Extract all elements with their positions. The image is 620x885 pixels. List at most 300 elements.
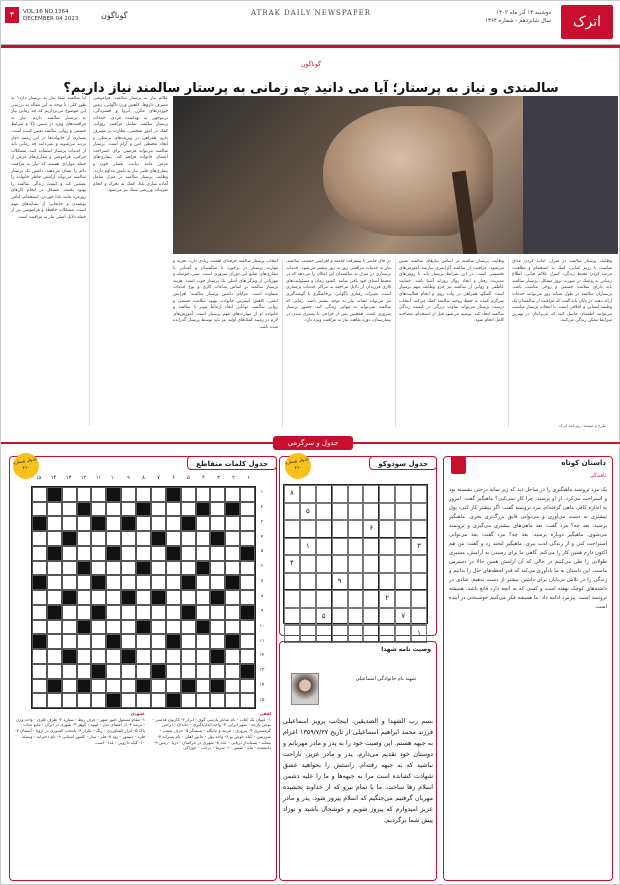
crossword-cell[interactable] (151, 679, 166, 694)
sudoku-grid[interactable] (283, 484, 428, 637)
crossword-column-number: ۷ (157, 475, 160, 481)
crossword-cell[interactable] (181, 561, 196, 576)
crossword-cell[interactable] (32, 561, 47, 576)
crossword-cell[interactable] (121, 693, 136, 708)
crossword-cell[interactable] (136, 693, 151, 708)
sudoku-cell[interactable] (284, 503, 300, 521)
crossword-cell[interactable] (106, 679, 121, 694)
crossword-cell[interactable] (121, 679, 136, 694)
crossword-cell[interactable] (225, 693, 240, 708)
crossword-cell[interactable] (91, 590, 106, 605)
crossword-cell[interactable] (210, 487, 225, 502)
crossword-cell[interactable] (32, 605, 47, 620)
sudoku-cell[interactable] (379, 555, 395, 573)
crossword-cell[interactable] (181, 590, 196, 605)
crossword-cell[interactable] (121, 502, 136, 517)
crossword-cell[interactable] (32, 531, 47, 546)
crossword-cell[interactable] (240, 590, 255, 605)
crossword-cell[interactable] (225, 590, 240, 605)
sudoku-cell[interactable] (332, 538, 348, 556)
crossword-cell[interactable] (240, 634, 255, 649)
sudoku-cell[interactable] (316, 625, 332, 643)
crossword-cell[interactable] (47, 561, 62, 576)
crossword-black-cell (32, 516, 47, 531)
crossword-cell[interactable] (210, 693, 225, 708)
crossword-cell[interactable] (196, 590, 211, 605)
crossword-cell[interactable] (47, 620, 62, 635)
sudoku-title: جدول سودوکو (369, 456, 437, 470)
sudoku-cell[interactable] (316, 555, 332, 573)
crossword-row-number: ۱۳ (259, 668, 265, 674)
crossword-cell[interactable] (181, 620, 196, 635)
sudoku-cell[interactable] (316, 520, 332, 538)
sudoku-cell[interactable] (379, 608, 395, 626)
sudoku-cell[interactable] (284, 608, 300, 626)
sudoku-cell[interactable] (363, 485, 379, 503)
sudoku-cell[interactable] (348, 485, 364, 503)
crossword-cell[interactable] (121, 531, 136, 546)
crossword-cell[interactable] (91, 531, 106, 546)
sudoku-cell[interactable] (411, 555, 427, 573)
crossword-cell[interactable] (91, 679, 106, 694)
sudoku-cell[interactable] (332, 520, 348, 538)
sudoku-cell[interactable] (300, 573, 316, 591)
sudoku-cell[interactable] (379, 538, 395, 556)
crossword-cell[interactable] (121, 664, 136, 679)
crossword-black-cell (62, 649, 77, 664)
crossword-cell[interactable] (47, 634, 62, 649)
sudoku-cell[interactable] (332, 608, 348, 626)
crossword-cell[interactable] (32, 620, 47, 635)
article-column-5: وظایف پرستار سالمند بر اساس نیازهای سالمند تعیین می‌شود. مراقبت از سالمند آلزایمری نیازمند آموزش‌های تخصصی است. در این شرایط پرستار باید با روش‌های مدیریت رفتار و ایجاد روال روزانه آشنا باشد. حمایت عاطفی و روانی از سالمند نیز جزو وظایف مهم پرستار است. گفتگو، همراهی در پیاده روی و انجام فعالیت‌های سرگرم کننده به حفظ روحیه سالمند کمک می‌کند. انتخاب درست پرستار می‌تواند تفاوت بزرگی در کیفیت زندگی سالمند ایجاد کند. توصیه می‌شود قبل از استخدام، مصاحبه کامل انجام شود. (399, 259, 504, 324)
sudoku-cell: ۴ (284, 555, 300, 573)
article-column-1: آیا سالمند شما نیاز به پرستار دارد؟ به طور کلی، با توجه به این مقاله به بررسی این موضوع می‌پردازیم که چه زمانی نیاز به پرستار سالمند داریم. نیاز به مراقبت‌های ویژه در سنین بالا و شرایط جسمی و روانی سالمند تعیین کننده است. بسیاری از خانواده‌ها در این زمینه دچار تردید می‌شوند و نمی‌دانند چه زمانی باید از خدمات پرستار استفاده کنند. مشکلات حرکتی، فراموشی و بیماری‌های مزمن از جمله مواردی هستند که نیاز به مراقبت دائم را نشان می‌دهند. داشتن یک پرستار سالمند می‌تواند آرامش خاطر خانواده را تضمین کند و کیفیت زندگی سالمند را بهبود بخشد. مشکل در انجام کارهای روزمره مانند غذا خوردن، استحمام، لباس پوشیدن و جابجایی از نشانه‌های مهم است. مشکلات حافظه و فراموشی نیز از جمله دلایل اصلی نیاز به مراقبت است. (11, 96, 86, 220)
crossword-black-cell (77, 502, 92, 517)
crossword-cell[interactable] (240, 693, 255, 708)
crossword-cell[interactable] (77, 546, 92, 561)
sudoku-cell[interactable] (348, 503, 364, 521)
crossword-cell[interactable] (151, 561, 166, 576)
crossword-cell[interactable] (47, 664, 62, 679)
sudoku-cell[interactable] (300, 520, 316, 538)
sudoku-cell[interactable] (411, 590, 427, 608)
sudoku-cell[interactable] (411, 573, 427, 591)
sudoku-cell[interactable] (284, 538, 300, 556)
sudoku-cell[interactable] (395, 625, 411, 643)
crossword-cell[interactable] (106, 605, 121, 620)
article-kicker: گوناگون (301, 61, 321, 68)
sudoku-cell[interactable] (363, 573, 379, 591)
crossword-cell[interactable] (121, 620, 136, 635)
crossword-cell[interactable] (181, 664, 196, 679)
crossword-cell[interactable] (196, 634, 211, 649)
crossword-cell[interactable] (106, 561, 121, 576)
crossword-cell[interactable] (32, 649, 47, 664)
crossword-black-cell (210, 590, 225, 605)
crossword-black-cell (106, 634, 121, 649)
sudoku-cell[interactable] (411, 608, 427, 626)
crossword-cell[interactable] (210, 664, 225, 679)
crossword-black-cell (91, 575, 106, 590)
sudoku-cell[interactable] (284, 625, 300, 643)
crossword-cell[interactable] (32, 664, 47, 679)
sudoku-cell[interactable] (348, 590, 364, 608)
crossword-cell[interactable] (77, 649, 92, 664)
crossword-cell[interactable] (77, 634, 92, 649)
crossword-cell[interactable] (210, 620, 225, 635)
crossword-black-cell (181, 575, 196, 590)
sudoku-cell[interactable] (379, 485, 395, 503)
sudoku-cell[interactable] (379, 625, 395, 643)
crossword-cell[interactable] (151, 649, 166, 664)
crossword-cell[interactable] (91, 502, 106, 517)
crossword-black-cell (225, 575, 240, 590)
sudoku-cell[interactable] (316, 573, 332, 591)
crossword-cell[interactable] (166, 516, 181, 531)
sudoku-cell[interactable] (395, 555, 411, 573)
crossword-cell[interactable] (151, 546, 166, 561)
crossword-cell[interactable] (136, 546, 151, 561)
crossword-cell[interactable] (77, 516, 92, 531)
crossword-cell[interactable] (225, 516, 240, 531)
crossword-cell[interactable] (136, 575, 151, 590)
crossword-cell[interactable] (225, 561, 240, 576)
crossword-cell[interactable] (32, 679, 47, 694)
crossword-black-cell (151, 590, 166, 605)
notepad-icon (451, 456, 466, 474)
sudoku-cell[interactable] (411, 485, 427, 503)
sudoku-cell[interactable] (395, 590, 411, 608)
crossword-cell[interactable] (91, 546, 106, 561)
crossword-cell[interactable] (62, 693, 77, 708)
sudoku-cell[interactable] (395, 503, 411, 521)
crossword-cell[interactable] (240, 649, 255, 664)
crossword-cell[interactable] (136, 649, 151, 664)
crossword-column-number: ۵ (187, 475, 190, 481)
crossword-cell[interactable] (62, 561, 77, 576)
crossword-cell[interactable] (32, 502, 47, 517)
sudoku-cell[interactable] (348, 538, 364, 556)
sudoku-cell[interactable] (348, 520, 364, 538)
crossword-cell[interactable] (181, 634, 196, 649)
crossword-cell[interactable] (91, 561, 106, 576)
crossword-title: جدول کلمات متقاطع (187, 456, 277, 470)
sudoku-cell[interactable] (332, 485, 348, 503)
crossword-cell[interactable] (240, 502, 255, 517)
crossword-cell[interactable] (62, 546, 77, 561)
crossword-cell[interactable] (151, 575, 166, 590)
crossword-black-cell (240, 546, 255, 561)
crossword-black-cell (136, 561, 151, 576)
crossword-cell[interactable] (225, 487, 240, 502)
crossword-cell[interactable] (210, 575, 225, 590)
sudoku-cell[interactable] (363, 608, 379, 626)
crossword-cell[interactable] (181, 531, 196, 546)
sudoku-cell[interactable] (348, 573, 364, 591)
crossword-cell[interactable] (62, 575, 77, 590)
crossword-black-cell (91, 516, 106, 531)
crossword-column-number: ۱۰ (110, 475, 117, 481)
crossword-cell[interactable] (210, 502, 225, 517)
crossword-cell[interactable] (240, 487, 255, 502)
crossword-cell[interactable] (136, 605, 151, 620)
crossword-cell[interactable] (225, 546, 240, 561)
crossword-cell[interactable] (62, 487, 77, 502)
crossword-cell[interactable] (77, 531, 92, 546)
crossword-cell[interactable] (47, 531, 62, 546)
crossword-cell[interactable] (225, 605, 240, 620)
crossword-cell[interactable] (121, 634, 136, 649)
crossword-column-number: ۱۵ (35, 475, 42, 481)
crossword-cell[interactable] (225, 679, 240, 694)
crossword-cell[interactable] (32, 487, 47, 502)
crossword-cell[interactable] (166, 605, 181, 620)
sudoku-cell[interactable] (363, 590, 379, 608)
crossword-cell[interactable] (151, 620, 166, 635)
sudoku-cell[interactable] (395, 485, 411, 503)
sudoku-cell[interactable] (379, 503, 395, 521)
crossword-cell[interactable] (32, 546, 47, 561)
sudoku-cell[interactable] (300, 485, 316, 503)
crossword-cell[interactable] (32, 590, 47, 605)
crossword-cell[interactable] (77, 590, 92, 605)
crossword-column-number: ۶ (172, 475, 175, 481)
sudoku-cell[interactable] (316, 538, 332, 556)
martyr-portrait (291, 673, 319, 705)
crossword-cell[interactable] (196, 664, 211, 679)
crossword-column-number: ۱ (247, 475, 250, 481)
page-number: ۴ (5, 7, 19, 23)
crossword-cell[interactable] (196, 575, 211, 590)
issue-fa: سال شانزدهم - شماره ۱۳۶۴ (485, 18, 551, 24)
crossword-cell[interactable] (136, 664, 151, 679)
sudoku-cell[interactable] (332, 625, 348, 643)
sudoku-cell[interactable] (300, 590, 316, 608)
crossword-cell[interactable] (166, 590, 181, 605)
sudoku-cell[interactable] (332, 590, 348, 608)
crossword-cell[interactable] (91, 487, 106, 502)
crossword-cell[interactable] (32, 693, 47, 708)
crossword-cell[interactable] (196, 516, 211, 531)
crossword-cell[interactable] (151, 487, 166, 502)
crossword-cell[interactable] (225, 649, 240, 664)
crossword-cell[interactable] (47, 516, 62, 531)
sudoku-cell[interactable] (379, 573, 395, 591)
crossword-cell[interactable] (121, 575, 136, 590)
sudoku-cell[interactable] (379, 520, 395, 538)
crossword-cell[interactable] (210, 605, 225, 620)
crossword-cell[interactable] (77, 487, 92, 502)
crossword-cell[interactable] (240, 620, 255, 635)
crossword-cell[interactable] (106, 590, 121, 605)
crossword-cell[interactable] (136, 634, 151, 649)
sudoku-cell[interactable] (284, 590, 300, 608)
crossword-cell[interactable] (106, 502, 121, 517)
crossword-cell[interactable] (196, 649, 211, 664)
crossword-cell[interactable] (181, 693, 196, 708)
crossword-cell[interactable] (166, 664, 181, 679)
crossword-cell[interactable] (62, 502, 77, 517)
crossword-cell[interactable] (151, 634, 166, 649)
crossword-grid[interactable] (31, 486, 256, 709)
crossword-black-cell (136, 620, 151, 635)
crossword-black-cell (136, 502, 151, 517)
crossword-cell[interactable] (210, 516, 225, 531)
crossword-column-number: ۲ (232, 475, 235, 481)
crossword-cell[interactable] (181, 502, 196, 517)
sudoku-cell[interactable] (332, 503, 348, 521)
crossword-cell[interactable] (91, 620, 106, 635)
crossword-row-number: ۱۲ (259, 653, 265, 659)
crossword-cell[interactable] (166, 531, 181, 546)
crossword-cell[interactable] (47, 502, 62, 517)
sudoku-cell[interactable] (395, 520, 411, 538)
header-divider (1, 45, 620, 48)
crossword-cell[interactable] (240, 531, 255, 546)
crossword-cell[interactable] (166, 679, 181, 694)
crossword-cell[interactable] (166, 561, 181, 576)
sudoku-cell[interactable] (316, 503, 332, 521)
sudoku-cell[interactable] (348, 625, 364, 643)
crossword-cell[interactable] (196, 487, 211, 502)
crossword-row-number: ۱۵ (259, 698, 265, 704)
crossword-cell[interactable] (210, 546, 225, 561)
crossword-cell[interactable] (121, 546, 136, 561)
crossword-column-number: ۹ (127, 475, 130, 481)
crossword-row-number: ۵ (260, 549, 264, 555)
crossword-cell[interactable] (62, 679, 77, 694)
crossword-cell[interactable] (225, 531, 240, 546)
crossword-cell[interactable] (136, 590, 151, 605)
crossword-cell[interactable] (196, 546, 211, 561)
crossword-cell[interactable] (62, 620, 77, 635)
sudoku-cell[interactable] (363, 625, 379, 643)
crossword-cell[interactable] (106, 620, 121, 635)
sudoku-cell[interactable] (316, 485, 332, 503)
crossword-cell[interactable] (240, 679, 255, 694)
crossword-black-cell (181, 679, 196, 694)
crossword-cell[interactable] (77, 664, 92, 679)
crossword-cell[interactable] (62, 605, 77, 620)
sudoku-cell: ۱ (411, 625, 427, 643)
crossword-cell[interactable] (151, 693, 166, 708)
crossword-cell[interactable] (240, 561, 255, 576)
banner-label: جدول و سرگرمی (273, 436, 353, 450)
crossword-cell[interactable] (47, 575, 62, 590)
crossword-cell[interactable] (166, 620, 181, 635)
sudoku-cell[interactable] (411, 503, 427, 521)
crossword-cell[interactable] (166, 649, 181, 664)
crossword-cell[interactable] (225, 664, 240, 679)
crossword-cell[interactable] (77, 575, 92, 590)
crossword-cell[interactable] (91, 634, 106, 649)
crossword-cell[interactable] (151, 502, 166, 517)
crossword-cell[interactable] (196, 679, 211, 694)
crossword-cell[interactable] (196, 531, 211, 546)
crossword-cell[interactable] (121, 487, 136, 502)
date-fa: دوشنبه ۱۳ آذر ماه ۱۴۰۲ (496, 10, 551, 16)
column-divider (395, 259, 396, 427)
crossword-cell[interactable] (106, 531, 121, 546)
crossword-cell[interactable] (121, 561, 136, 576)
crossword-black-cell (240, 605, 255, 620)
crossword-black-cell (196, 620, 211, 635)
crossword-cell[interactable] (181, 487, 196, 502)
sudoku-cell[interactable] (363, 538, 379, 556)
crossword-cell[interactable] (240, 516, 255, 531)
crossword-cell[interactable] (210, 561, 225, 576)
crossword-cell[interactable] (62, 664, 77, 679)
crossword-row-number: ۱۱ (259, 638, 265, 644)
crossword-cell[interactable] (166, 575, 181, 590)
crossword-cell[interactable] (62, 634, 77, 649)
sudoku-cell[interactable] (300, 608, 316, 626)
clues-vertical-text: ۱- مقام مسئول امور شهر - حرف ربط - سیاره ۲- ظرف فلزی - واحد وزن - پرنده ۳- از اعضای بدن - میوه - گوهر ۴- شهری در ایران - مایع حیات - پاک ۵- ابزار کشاورزی - رنگ - تکرار ۶- پایتخت کشوری در اروپا - آسمان ۷- قاره - دستور - رود ۸- فلز - ساز - کشور آسیایی ۹- نام دخترانه - وسیله ۱۰- گیاه دارویی - غذا - اسب (15, 716, 145, 745)
sudoku-cell[interactable] (348, 555, 364, 573)
crossword-cell[interactable] (136, 487, 151, 502)
column-divider (282, 259, 283, 427)
sudoku-cell[interactable] (284, 520, 300, 538)
crossword-black-cell (32, 575, 47, 590)
crossword-cell[interactable] (166, 502, 181, 517)
crossword-cell[interactable] (77, 605, 92, 620)
crossword-cell[interactable] (225, 620, 240, 635)
crossword-cell[interactable] (47, 693, 62, 708)
crossword-cell[interactable] (196, 605, 211, 620)
crossword-cell[interactable] (106, 516, 121, 531)
article-column-6: وظایف پرستار سالمند در منزل: آماده کردن غذای مناسب با رژیم غذایی، کمک به استحمام و نظافت، مرتب کردن محیط زندگی، کنترل علائم حیاتی، اطلاع رسانی به پزشک در صورت بروز مشکل. پرستار سالمند باید دارای سلامت جسمی و روحی مناسب باشد. پرستاران سالمند در طول شبانه روز می‌توانند خدمات ارائه دهند. در پایان باید گفت که مراقبت از سالمندان یک وظیفه انسانی و اخلاقی است. با انتخاب پرستار مناسب می‌توانید اطمینان حاصل کنید که عزیزانتان در بهترین شرایط ممکن زندگی می‌کنند. (512, 259, 612, 324)
crossword-cell[interactable] (240, 575, 255, 590)
story-text: یک مرد ثروتمند ماهیگیری را در ساحل دید که زیر سایه درختی نشسته بود و استراحت می‌کرد. از او پرسید: چرا کار نمی‌کنی؟ ماهیگیر گفت: امروز به اندازه کافی ماهی گرفته‌ام. مرد ثروتمند گفت: اگر بیشتر کار کنی، پول بیشتری به دست می‌آوری و می‌توانی قایق بزرگ‌تری بخری. ماهیگیر پرسید: بعد چه؟ مرد گفت: بعد ماهی‌های بیشتری می‌گیری و ثروتمند می‌شوی. ماهیگیر دوباره پرسید: بعد چه؟ مرد گفت: بعد می‌توانی استراحت کنی و از زندگی لذت ببری. ماهیگیر لبخند زد و گفت: من هم اکنون دارم همین کار را می‌کنم. گاهی ما برای رسیدن به آرامش، مسیری طولانی را طی می‌کنیم در حالی که آن آرامش همین حالا در دسترس ماست. این داستان به ما یادآوری می‌کند که قدر لحظه‌های حال را بدانیم و زندگی را در تلاش بی‌پایان برای داشتن بیشتر از دست ندهیم. شادی در داشته‌های کوچک نهفته است و کسی که به آنچه دارد قانع باشد، همیشه ثروتمند است. پیرمرد ادامه داد: ما همیشه فکر می‌کنیم خوشبختی در آینده است. (449, 487, 607, 610)
sudoku-cell[interactable] (395, 538, 411, 556)
crossword-cell[interactable] (136, 516, 151, 531)
sudoku-cell[interactable] (411, 520, 427, 538)
sudoku-cell[interactable] (316, 590, 332, 608)
crossword-cell[interactable] (151, 605, 166, 620)
crossword-cell[interactable] (121, 605, 136, 620)
crossword-cell[interactable] (62, 516, 77, 531)
sudoku-cell[interactable] (300, 555, 316, 573)
sudoku-cell[interactable] (348, 608, 364, 626)
photo-sleeve (523, 96, 618, 254)
sudoku-cell[interactable] (300, 625, 316, 643)
sudoku-cell: ۸ (284, 485, 300, 503)
crossword-cell[interactable] (47, 649, 62, 664)
crossword-black-cell (77, 620, 92, 635)
crossword-cell[interactable] (181, 546, 196, 561)
sudoku-cell[interactable] (363, 555, 379, 573)
sudoku-cell[interactable] (363, 503, 379, 521)
crossword-black-cell (196, 561, 211, 576)
crossword-cell[interactable] (210, 634, 225, 649)
crossword-cell[interactable] (106, 649, 121, 664)
crossword-cell[interactable] (77, 693, 92, 708)
crossword-cell[interactable] (181, 649, 196, 664)
newspaper-name-en: ATRAK DAILY NEWSPAPER (251, 9, 372, 17)
crossword-cell[interactable] (106, 575, 121, 590)
crossword-cell[interactable] (196, 693, 211, 708)
crossword-cell[interactable] (136, 531, 151, 546)
martyr-name: شهید نام خانوادگی اسماعیلی (355, 676, 416, 682)
sudoku-cell[interactable] (395, 573, 411, 591)
sudoku-cell[interactable] (332, 555, 348, 573)
crossword-cell[interactable] (91, 693, 106, 708)
crossword-cell[interactable] (106, 664, 121, 679)
crossword-cell[interactable] (151, 516, 166, 531)
crossword-cell[interactable] (47, 590, 62, 605)
sudoku-cell[interactable] (284, 573, 300, 591)
crossword-cell[interactable] (91, 649, 106, 664)
